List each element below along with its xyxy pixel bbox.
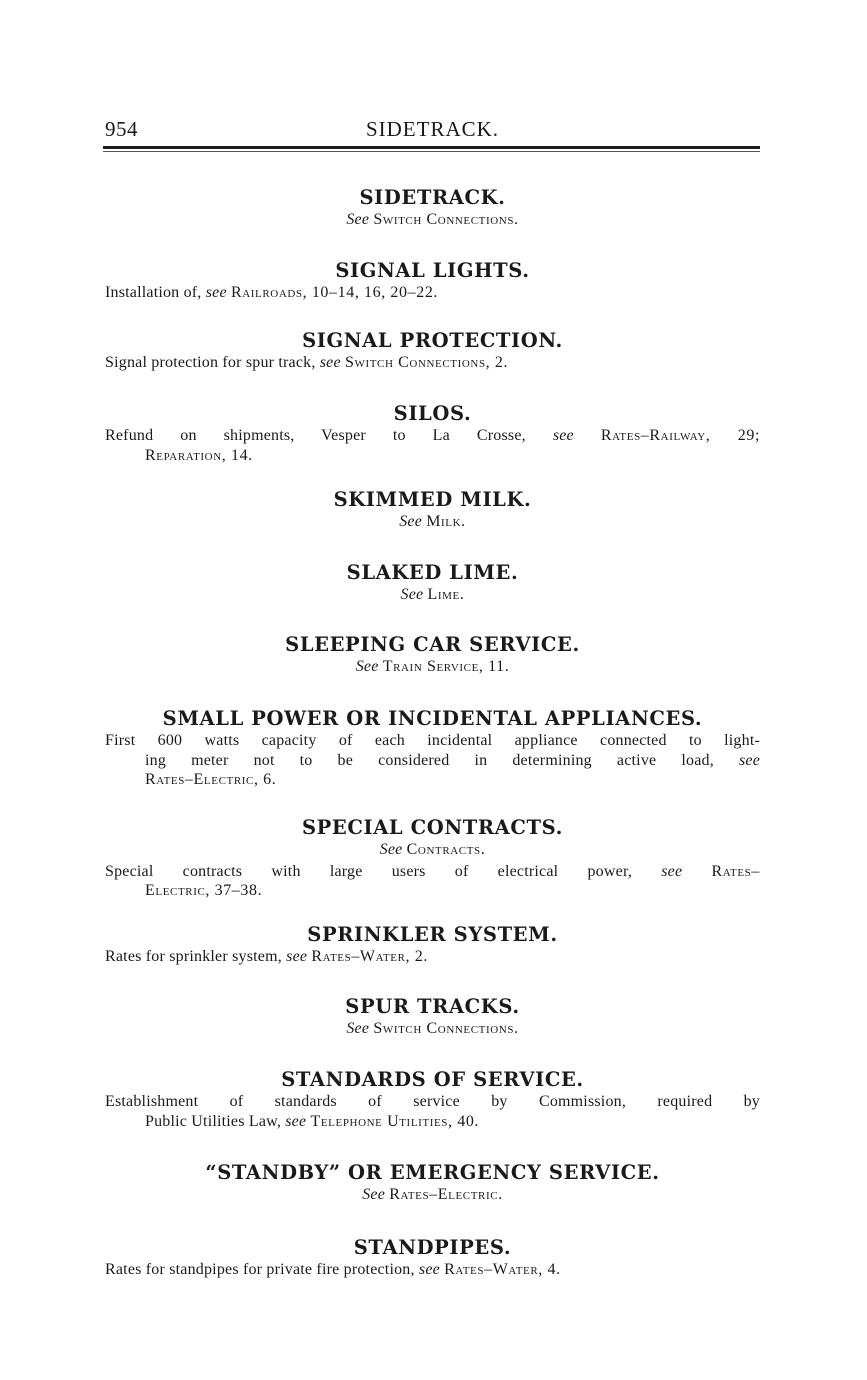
entry-sleeping-car-service [105,633,760,677]
entry-text [105,947,760,967]
text-pre: Installation of, [105,284,202,301]
entry-heading: SIDETRACK. [359,186,506,209]
see-word: See [362,1186,386,1203]
ref-text: Lime. [427,586,465,603]
text-pre: Refund on shipments, Vesper to La Crosse, [105,427,526,444]
entry-text-continued [105,881,760,901]
ref-text: Switch Connections. [373,1020,519,1037]
see-word: see [418,1261,440,1278]
see-word: see [738,751,761,769]
ref-text: Electric, 37–38. [145,882,263,899]
text-pre: Signal protection for spur track, [105,354,316,371]
entry-standby-emergency-service [105,1161,760,1205]
entry-heading: SPRINKLER SYSTEM. [307,923,558,946]
entry-small-power [105,707,760,790]
ref-text: Rates–Water, 4. [444,1261,561,1278]
ref-text: Rates– [711,862,760,880]
ref-text: Switch Connections, 2. [344,354,509,371]
entry-heading: SIGNAL PROTECTION. [302,329,563,352]
ref-text: Reparation, 14. [145,446,253,464]
entry-standards-of-service [105,1068,760,1131]
entry-spur-tracks [105,995,760,1039]
see-word: see [285,1112,307,1130]
entry-signal-protection [105,329,760,373]
see-word: see [286,948,308,965]
cross-reference [105,1019,760,1039]
entry-heading: SILOS. [393,402,472,425]
text-pre: Public Utilities Law, [145,1112,282,1130]
ref-text: Rates–Railway, 29; [600,427,761,444]
see-word: see [319,354,341,371]
entry-signal-lights [105,259,760,303]
ref-text: Switch Connections. [373,211,519,228]
ref-text: Milk. [426,513,466,530]
entry-heading: STANDPIPES. [353,1236,512,1259]
entry-text [105,426,760,446]
entry-text [105,353,760,373]
entry-text-continued [105,770,760,790]
ref-text: Telephone Utilities, 40. [310,1112,480,1130]
see-word: See [346,1020,370,1037]
see-word: see [552,427,574,444]
cross-reference [105,585,760,605]
entry-text-continued [105,1112,760,1132]
entry-heading: SIGNAL LIGHTS. [335,259,530,282]
see-word: See [379,841,403,858]
see-word: see [661,862,683,880]
entry-text-continued [105,446,760,466]
entry-sprinkler-system [105,923,760,967]
entry-text [105,283,760,303]
entry-special-contracts [105,816,760,901]
ref-text: Rates–Electric. [389,1186,503,1203]
header-rule [103,146,760,149]
running-title: SIDETRACK. [365,117,500,141]
entry-text: First 600 watts capacity of each incidental appliance connected to light- [105,732,760,749]
entry-heading: SMALL POWER OR INCIDENTAL APPLIANCES. [162,707,703,730]
entry-sidetrack [105,186,760,230]
header-rule-thin [103,151,760,152]
entry-heading: SLEEPING CAR SERVICE. [285,633,580,656]
cross-reference [105,1185,760,1205]
entry-text [105,1260,760,1280]
page-number: 954 [105,117,138,141]
entry-text [105,862,760,882]
entry-heading: SKIMMED MILK. [333,488,532,511]
cross-reference [105,210,760,230]
ref-text: Rates–Water, 2. [311,948,428,965]
cross-reference [105,840,760,860]
entry-heading: SLAKED LIME. [346,561,519,584]
see-word: See [355,658,379,675]
entry-heading: “STANDBY” OR EMERGENCY SERVICE. [205,1161,660,1184]
text-pre: Special contracts with large users of electrical power, [105,862,633,880]
see-word: see [205,284,227,301]
entry-skimmed-milk [105,488,760,532]
ref-text: Railroads, 10–14, 16, 20–22. [230,284,439,301]
text-pre: Rates for sprinkler system, [105,948,282,965]
entry-slaked-lime [105,561,760,605]
entry-heading: SPECIAL CONTRACTS. [301,816,564,839]
entry-heading: STANDARDS OF SERVICE. [281,1068,584,1091]
entry-text: Establishment of standards of service by Commission, required by [105,1093,760,1110]
entry-heading: SPUR TRACKS. [345,995,520,1018]
see-word: See [400,586,424,603]
see-word: See [346,211,370,228]
entry-silos [105,402,760,465]
ref-text: Contracts. [406,841,486,858]
entry-text-continued [105,751,760,771]
text-pre: Rates for standpipes for private fire protection, [105,1261,415,1278]
text-pre: ing meter not to be considered in determining active load, [145,751,714,769]
cross-reference [105,512,760,532]
see-word: See [399,513,423,530]
cross-reference [105,657,760,677]
ref-text: Train Service, 11. [382,658,510,675]
ref-text: Rates–Electric, 6. [145,771,277,788]
entry-standpipes [105,1236,760,1280]
